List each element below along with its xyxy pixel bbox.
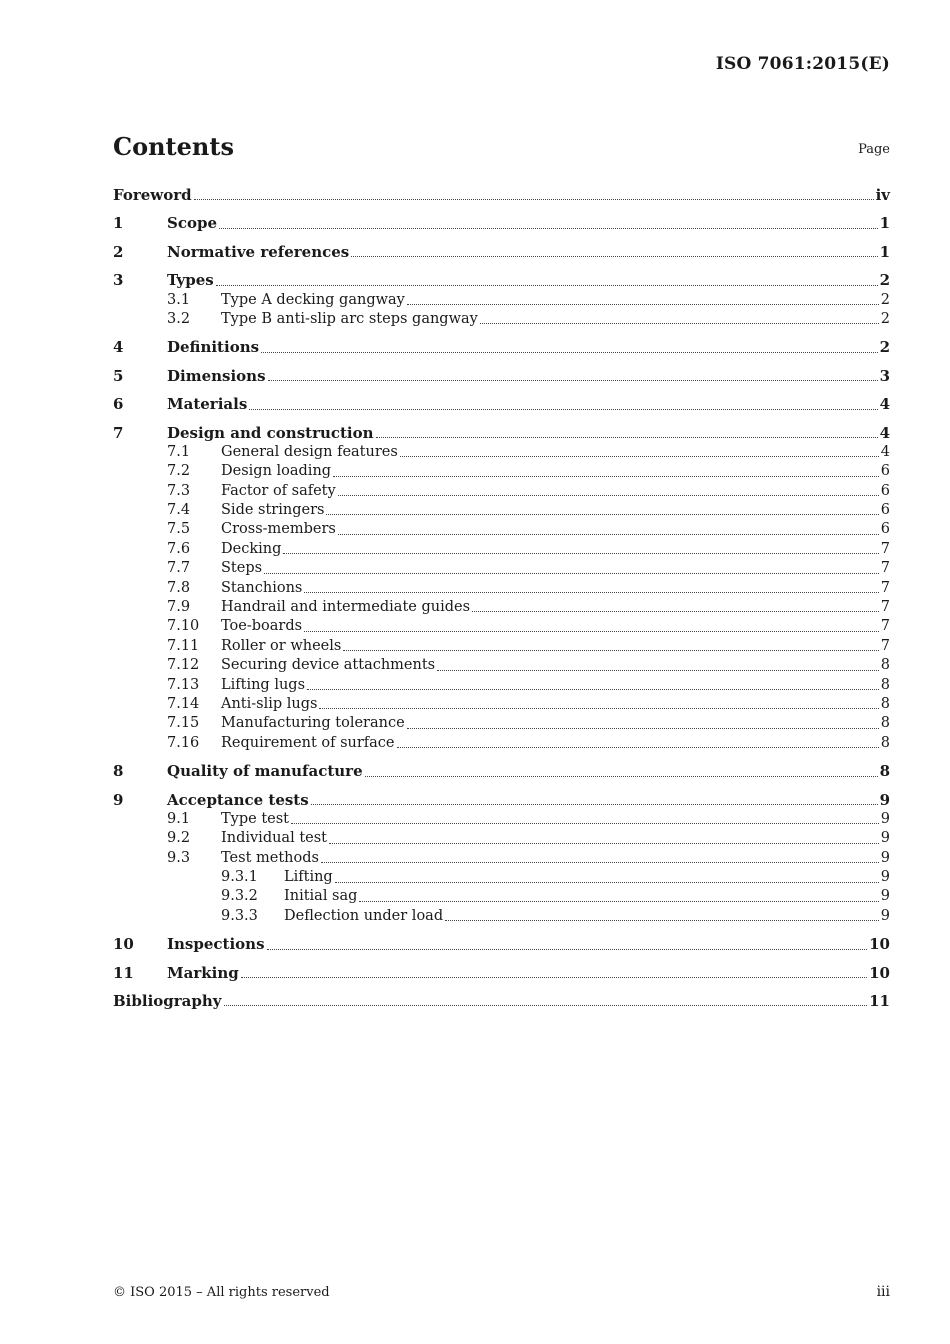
toc-entry-title: Types — [167, 271, 214, 290]
toc-entry-title: Type B anti-slip arc steps gangway — [221, 310, 478, 327]
toc-entry[interactable] — [113, 849, 890, 868]
toc-entry-page: 9 — [880, 830, 890, 847]
toc-entry[interactable] — [113, 964, 890, 983]
toc-entry-page: iv — [875, 185, 890, 204]
toc-entry-page: 6 — [880, 521, 890, 538]
toc-entry-number: 9.3.1 — [221, 869, 258, 886]
toc-entry-number: 5 — [113, 366, 124, 385]
toc-entry-title: Steps — [221, 560, 263, 577]
toc-entry[interactable] — [113, 829, 890, 848]
dot-leader — [249, 408, 877, 410]
toc-entry-number: 7.3 — [167, 482, 191, 499]
toc-entry[interactable] — [113, 888, 890, 907]
toc-entry-title: Lifting lugs — [221, 676, 306, 693]
dot-leader — [267, 948, 868, 950]
dot-leader — [261, 351, 878, 353]
toc-entry[interactable] — [113, 935, 890, 954]
toc-entry-title: Design and construction — [167, 423, 374, 442]
toc-entry-title: Roller or wheels — [221, 637, 342, 654]
toc-entry[interactable] — [113, 598, 890, 617]
toc-entry-page: 8 — [880, 734, 890, 751]
dot-leader — [365, 775, 878, 777]
dot-leader — [338, 533, 879, 535]
toc-entry[interactable] — [113, 559, 890, 578]
toc-entry-title: Scope — [167, 214, 218, 233]
toc-entry-number: 7.10 — [167, 618, 200, 635]
dot-leader — [304, 591, 878, 593]
toc-entry-page: 9 — [880, 888, 890, 905]
toc-entry-title: Quality of manufacture — [167, 762, 363, 781]
toc-entry[interactable] — [113, 214, 890, 233]
toc-entry-number: 9.1 — [167, 810, 191, 827]
toc-entry-number: 9.3.3 — [221, 907, 258, 924]
toc-entry-number: 7.15 — [167, 715, 200, 732]
toc-entry-page: 9 — [880, 810, 890, 827]
toc-entry-title: Requirement of surface — [221, 734, 395, 751]
toc-entry-page: 6 — [880, 502, 890, 519]
toc-entry[interactable] — [113, 762, 890, 781]
dot-leader — [268, 379, 878, 381]
dot-leader — [321, 861, 879, 863]
toc-entry[interactable] — [113, 462, 890, 481]
toc-entry[interactable] — [113, 714, 890, 733]
page-column-label: Page — [858, 142, 890, 157]
dot-leader — [329, 842, 879, 844]
dot-leader — [437, 669, 879, 671]
toc-entry-page: 7 — [880, 540, 890, 557]
toc-entry-title: Side stringers — [221, 502, 325, 519]
toc-entry-number: 1 — [113, 214, 124, 233]
dot-leader — [194, 198, 874, 200]
toc-entry-number: 2 — [113, 242, 124, 261]
toc-entry-number: 7.7 — [167, 560, 191, 577]
toc-entry-page: 2 — [880, 310, 890, 327]
toc-entry-page: 11 — [869, 992, 890, 1011]
toc-entry[interactable] — [113, 791, 890, 810]
toc-entry-number: 7 — [113, 423, 124, 442]
toc-entry[interactable] — [113, 395, 890, 414]
dot-leader — [216, 284, 878, 286]
toc-entry-page: 9 — [880, 907, 890, 924]
toc-entry-page: 2 — [880, 291, 890, 308]
toc-entry-page: 8 — [879, 762, 890, 781]
toc-entry-page: 9 — [879, 790, 890, 809]
toc-entry[interactable] — [113, 810, 890, 829]
dot-leader — [224, 1004, 868, 1006]
toc-entry-number: 10 — [113, 935, 134, 954]
toc-entry-page: 9 — [880, 849, 890, 866]
toc-entry-page: 10 — [869, 963, 890, 982]
toc-entry-page: 6 — [880, 463, 890, 480]
toc-entry-title: Acceptance tests — [167, 790, 309, 809]
dot-leader — [400, 455, 879, 457]
table-of-contents — [113, 186, 890, 1011]
dot-leader — [291, 822, 879, 824]
toc-entry-title: Test methods — [221, 849, 319, 866]
toc-entry[interactable] — [113, 637, 890, 656]
toc-entry[interactable] — [113, 367, 890, 386]
toc-entry-title: Bibliography — [113, 992, 222, 1011]
toc-entry-number: 7.5 — [167, 521, 191, 538]
toc-entry-number: 3.2 — [167, 310, 191, 327]
toc-entry[interactable] — [113, 734, 890, 753]
toc-entry-number: 7.1 — [167, 443, 191, 460]
toc-entry-number: 9.3 — [167, 849, 191, 866]
toc-entry-number: 9.2 — [167, 830, 191, 847]
toc-entry[interactable] — [113, 695, 890, 714]
dot-leader — [307, 688, 879, 690]
toc-entry-number: 11 — [113, 963, 134, 982]
toc-entry-page: 10 — [869, 935, 890, 954]
dot-leader — [407, 727, 879, 729]
toc-entry-title: Marking — [167, 963, 239, 982]
toc-entry-title: Lifting — [284, 869, 333, 886]
dot-leader — [445, 919, 879, 921]
dot-leader — [359, 900, 878, 902]
toc-entry-number: 9.3.2 — [221, 888, 258, 905]
toc-entry-number: 7.6 — [167, 540, 191, 557]
toc-entry[interactable] — [113, 186, 890, 205]
toc-entry-page: 7 — [880, 560, 890, 577]
toc-entry-number: 8 — [113, 762, 124, 781]
dot-leader — [480, 322, 879, 324]
toc-entry[interactable] — [113, 579, 890, 598]
dot-leader — [326, 513, 878, 515]
toc-entry-page: 6 — [880, 482, 890, 499]
toc-entry-title: Materials — [167, 395, 248, 414]
dot-leader — [219, 227, 878, 229]
toc-entry-title: Cross-members — [221, 521, 336, 538]
toc-entry-title: General design features — [221, 443, 398, 460]
toc-entry[interactable] — [113, 310, 890, 329]
toc-entry-page: 4 — [879, 395, 890, 414]
toc-entry[interactable] — [113, 868, 890, 887]
toc-entry-title: Type test — [221, 810, 290, 827]
toc-entry-title: Anti-slip lugs — [221, 695, 318, 712]
toc-entry-number: 7.12 — [167, 657, 200, 674]
toc-entry-page: 9 — [880, 869, 890, 886]
dot-leader — [376, 436, 878, 438]
dot-leader — [283, 552, 878, 554]
toc-entry-page: 8 — [880, 695, 890, 712]
dot-leader — [472, 610, 879, 612]
dot-leader — [311, 803, 878, 805]
toc-entry-page: 2 — [879, 271, 890, 290]
dot-leader — [319, 707, 878, 709]
toc-entry[interactable] — [113, 656, 890, 675]
toc-entry-number: 7.11 — [167, 637, 200, 654]
toc-entry-page: 1 — [879, 214, 890, 233]
toc-entry-title: Design loading — [221, 463, 332, 480]
toc-entry[interactable] — [113, 676, 890, 695]
toc-entry-number: 6 — [113, 395, 124, 414]
toc-entry[interactable] — [113, 617, 890, 636]
dot-leader — [304, 630, 879, 632]
dot-leader — [351, 255, 877, 257]
toc-entry-page: 8 — [880, 715, 890, 732]
toc-entry-title: Stanchions — [221, 579, 303, 596]
toc-entry-number: 7.2 — [167, 463, 191, 480]
toc-entry-page: 7 — [880, 579, 890, 596]
toc-entry-number: 7.13 — [167, 676, 200, 693]
dot-leader — [407, 303, 879, 305]
toc-entry[interactable] — [113, 907, 890, 926]
toc-entry[interactable] — [113, 338, 890, 357]
toc-entry-page: 4 — [880, 443, 890, 460]
toc-entry-title: Individual test — [221, 830, 328, 847]
dot-leader — [264, 572, 879, 574]
toc-entry-number: 7.4 — [167, 502, 191, 519]
toc-entry-title: Normative references — [167, 242, 350, 261]
toc-entry[interactable] — [113, 424, 890, 443]
toc-entry-number: 7.14 — [167, 695, 200, 712]
toc-entry[interactable] — [113, 291, 890, 310]
copyright-notice: © ISO 2015 – All rights reserved — [113, 1285, 330, 1300]
toc-entry-title: Manufacturing tolerance — [221, 715, 405, 732]
toc-entry-title: Deflection under load — [284, 907, 444, 924]
toc-entry-title: Factor of safety — [221, 482, 336, 499]
toc-entry[interactable] — [113, 243, 890, 262]
toc-entry-page: 7 — [880, 618, 890, 635]
toc-entry-number: 9 — [113, 790, 124, 809]
contents-heading: Contents — [113, 132, 234, 161]
toc-entry-title: Toe-boards — [221, 618, 303, 635]
toc-entry-title: Type A decking gangway — [221, 291, 405, 308]
toc-entry-number: 4 — [113, 338, 124, 357]
toc-entry-title: Decking — [221, 540, 282, 557]
toc-entry[interactable] — [113, 520, 890, 539]
toc-entry-title: Foreword — [113, 185, 192, 204]
toc-entry-page: 8 — [880, 676, 890, 693]
toc-entry-title: Securing device attachments — [221, 657, 436, 674]
toc-entry-page: 2 — [879, 338, 890, 357]
toc-entry[interactable] — [113, 443, 890, 462]
toc-entry-page: 3 — [879, 366, 890, 385]
toc-entry-number: 3 — [113, 271, 124, 290]
page-number: iii — [876, 1284, 890, 1300]
toc-entry[interactable] — [113, 482, 890, 501]
toc-entry-page: 4 — [879, 423, 890, 442]
toc-entry-number: 7.9 — [167, 599, 191, 616]
dot-leader — [335, 881, 879, 883]
toc-entry-number: 3.1 — [167, 291, 191, 308]
toc-entry-title: Definitions — [167, 338, 260, 357]
toc-entry-page: 8 — [880, 657, 890, 674]
toc-entry-number: 7.16 — [167, 734, 200, 751]
dot-leader — [333, 475, 879, 477]
toc-entry-number: 7.8 — [167, 579, 191, 596]
toc-entry[interactable] — [113, 501, 890, 520]
dot-leader — [397, 746, 879, 748]
toc-entry[interactable] — [113, 271, 890, 290]
toc-entry[interactable] — [113, 992, 890, 1011]
toc-entry-title: Initial sag — [284, 888, 358, 905]
toc-entry-title: Dimensions — [167, 366, 266, 385]
dot-leader — [241, 976, 867, 978]
toc-entry-page: 7 — [880, 599, 890, 616]
dot-leader — [343, 649, 878, 651]
dot-leader — [338, 494, 879, 496]
toc-entry-title: Handrail and intermediate guides — [221, 599, 471, 616]
toc-entry[interactable] — [113, 540, 890, 559]
toc-entry-title: Inspections — [167, 935, 265, 954]
toc-entry-page: 7 — [880, 637, 890, 654]
document-id: ISO 7061:2015(E) — [715, 54, 890, 74]
toc-entry-page: 1 — [879, 242, 890, 261]
